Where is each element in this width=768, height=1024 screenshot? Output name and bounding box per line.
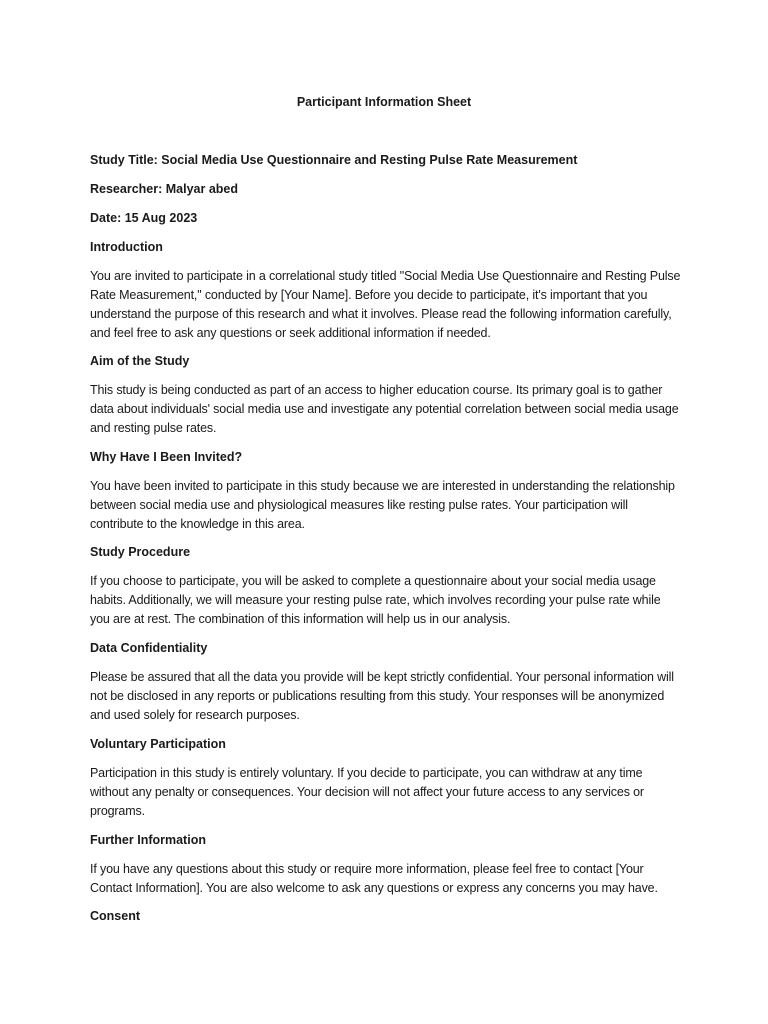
section-body-confidentiality: Please be assured that all the data you provide will be kept strictly confidential. Your personal information will not be disclosed in any reports or publications resulting from this study. Your responses will be anonymized and used solely for research purposes. [90, 670, 674, 722]
section-heading-introduction: Introduction [90, 240, 163, 254]
section-heading-confidentiality: Data Confidentiality [90, 641, 208, 655]
section-heading-aim: Aim of the Study [90, 354, 190, 368]
section-body-why-invited: You have been invited to participate in this study because we are interested in understanding the relationship between social media use and physiological measures like resting pulse rates. Your participation will contribute to the knowledge in this area. [90, 479, 675, 531]
section-body-procedure: If you choose to participate, you will be asked to complete a questionnaire about your social media usage habits. Additionally, we will measure your resting pulse rate, which involves recording your pulse rate while you are at rest. The combination of this information will help us in our analysis. [90, 574, 661, 626]
section-body-introduction: You are invited to participate in a correlational study titled "Social Media Use Questionnaire and Resting Pulse Rate Measurement," conducted by [Your Name]. Before you decide to participate, it's important that you understand the purpose of this research and what it involves. Please read the following information carefully, and feel free to ask any questions or seek additional information if needed. [90, 269, 681, 340]
study-title: Study Title: Social Media Use Questionnaire and Resting Pulse Rate Measurement [90, 153, 578, 167]
section-body-aim: This study is being conducted as part of an access to higher education course. Its primary goal is to gather data about individuals' social media use and investigate any potential correlation between social media usage and resting pulse rates. [90, 383, 679, 435]
section-heading-why-invited: Why Have I Been Invited? [90, 450, 243, 464]
document-title: Participant Information Sheet [296, 95, 472, 109]
section-body-further-info: If you have any questions about this study or require more information, please feel free to contact [Your Contact Information]. You are also welcome to ask any questions or express any concerns you may have. [90, 862, 658, 895]
section-heading-consent: Consent [90, 909, 140, 923]
section-body-voluntary: Participation in this study is entirely voluntary. If you decide to participate, you can withdraw at any time without any penalty or consequences. Your decision will not affect your future access to any services or programs. [90, 766, 644, 818]
section-heading-voluntary: Voluntary Participation [90, 737, 226, 751]
section-heading-further-info: Further Information [90, 833, 206, 847]
section-heading-procedure: Study Procedure [90, 545, 191, 559]
date-line: Date: 15 Aug 2023 [90, 211, 198, 225]
researcher-line: Researcher: Malyar abed [90, 182, 238, 196]
